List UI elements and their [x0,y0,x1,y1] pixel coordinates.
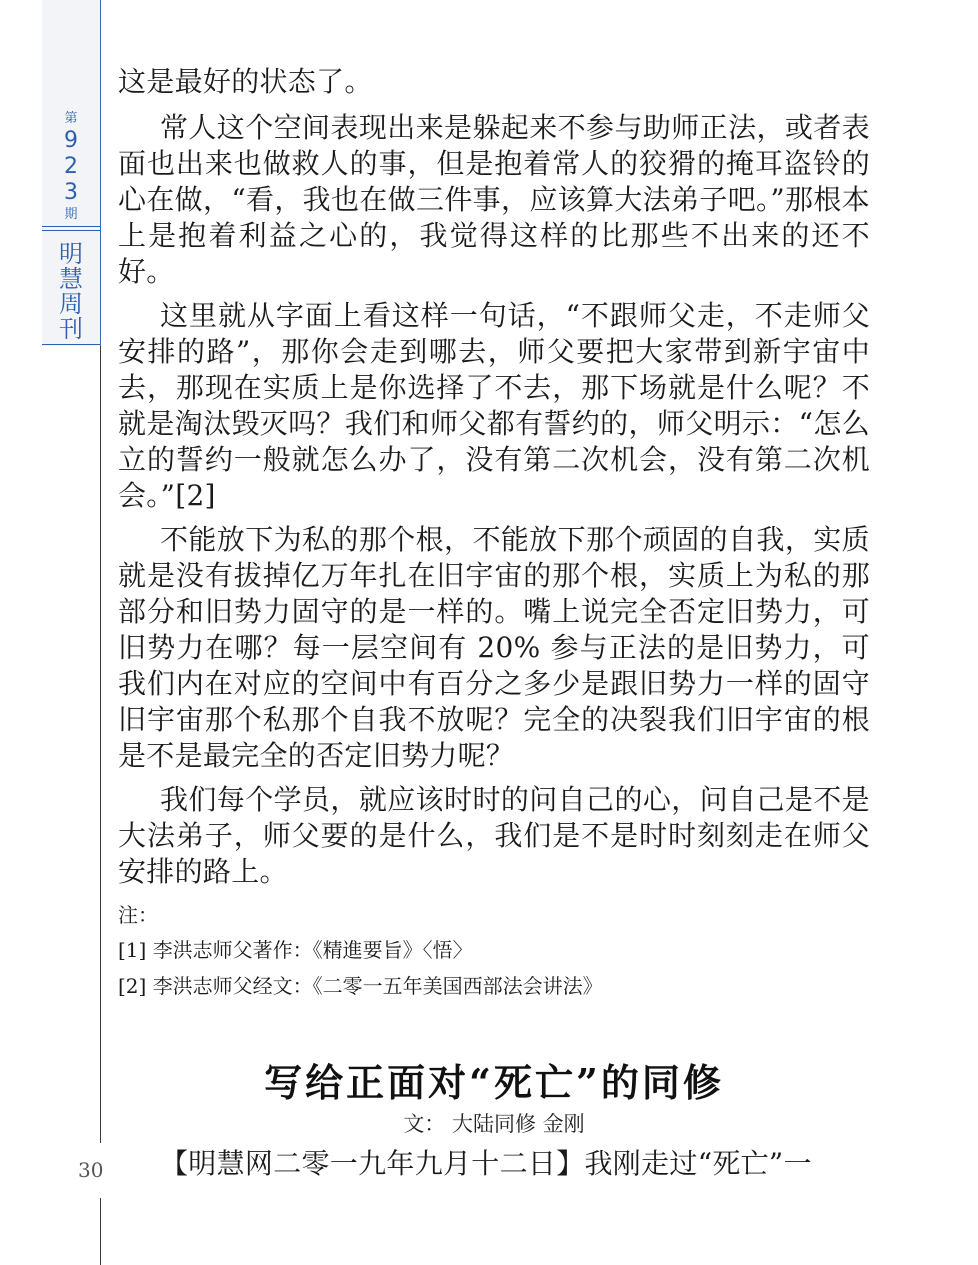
paragraph: 这是最好的状态了。 [118,65,373,98]
article-byline: 文： 大陆同修 金刚 [403,1112,585,1136]
issue-digit: 2 [64,154,78,179]
journal-name [42,242,100,342]
margin-rule [100,346,101,1143]
tab-divider [42,226,100,227]
paragraph: 这里就从字面上看这样一句话，“不跟师父走，不走师父安排的路”，那你会走到哪去，师父要把大家带到新宇宙中去，那现在实质上是你选择了不去，那下场就是什么呢？不就是淘汰毁灭吗？我们和师父都有誓约的，师父明示：“怎么立的誓约一般就怎么办了，没有第二次机会，没有第二次机会。”[2] [118,299,870,512]
footnote-item: [2] 李洪志师父经文：《二零一五年美国西部法会讲法》 [118,974,603,998]
notes-label: 注： [118,903,158,927]
tab-divider [42,230,100,231]
page-number: 30 [78,1158,104,1182]
journal-char: 明 [59,240,83,268]
journal-char: 慧 [59,265,83,293]
sidebar-tab [42,0,101,346]
article-body [118,64,870,1004]
paragraph: 不能放下为私的那个根，不能放下那个顽固的自我，实质就是没有拔掉亿万年扎在旧宇宙的那个根，实质上为私的那部分和旧势力固守的是一样的。嘴上说完全否定旧势力，可旧势力在哪？每一层空间有 20% 参与正法的是旧势力，可我们内在对应的空间中有百分之多少是跟旧势力一样的固守旧宇宙那个私那个自我不放呢？完全的决裂我们旧宇宙的根是不是最完全的否定旧势力呢？ [118,523,870,772]
article-title: 写给正面对“死亡”的同修 [264,1060,724,1105]
paragraph: 常人这个空间表现出来是躲起来不参与助师正法，或者表面也出来也做救人的事，但是抱着常人的狡猾的掩耳盗铃的心在做，“看，我也在做三件事，应该算大法弟子吧。”那根本上是抱着利益之心的，我觉得这样的比那些不出来的还不好。 [118,111,870,288]
issue-suffix: 期 [64,207,78,222]
issue-digit: 3 [64,180,78,205]
issue-prefix: 第 [64,111,78,126]
article-lead: 【明慧网二零一九年九月十二日】我刚走过“死亡”一 [160,1147,812,1180]
journal-char: 周 [59,290,83,318]
issue-digit: 9 [64,128,78,153]
margin-rule [100,1198,101,1265]
journal-char: 刊 [59,315,83,343]
paragraph: 我们每个学员，就应该时时的问自己的心，问自己是不是大法弟子，师父要的是什么，我们是不是时时刻刻走在师父安排的路上。 [118,783,870,888]
issue-number [42,110,100,224]
footnote-item: [1] 李洪志师父著作：《精進要旨》〈悟〉 [118,938,473,962]
footnotes [118,898,870,1004]
tab-divider [42,344,100,345]
